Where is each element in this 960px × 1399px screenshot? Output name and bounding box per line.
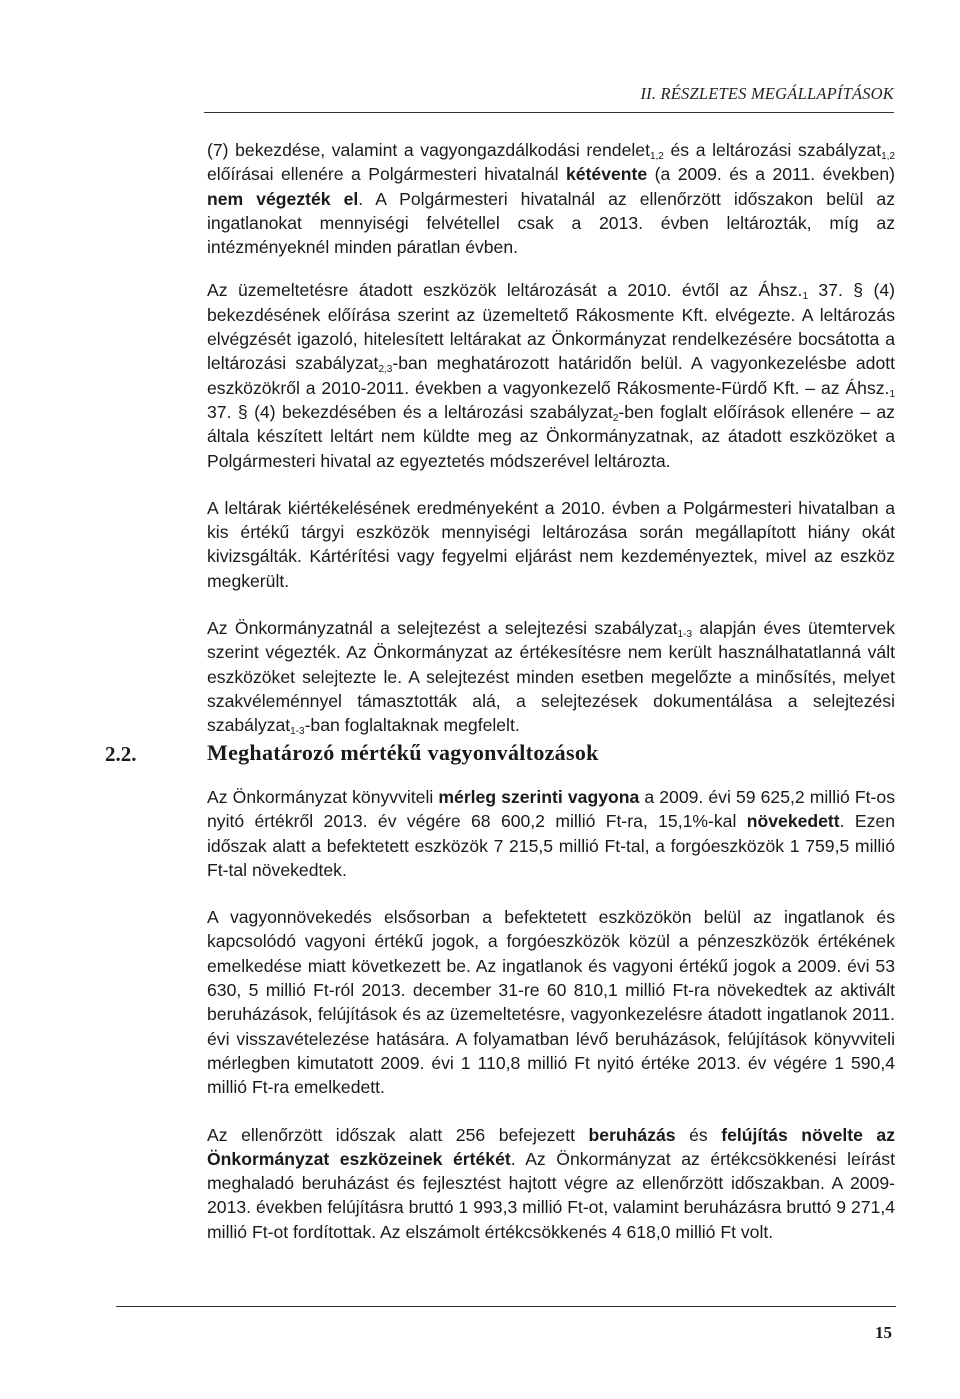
paragraph-scrapping: Az Önkormányzatnál a selejtezést a selejtezési szabályzat$_{1-3}$ alapján éves ütemtervek szerint végezték. Az Önkormányzat az értékesítésre nem került használhatatlanná vált eszközöket selejtezte le. A selejtezést minden esetben megelőzte a minősítés, melyet szakvéleménnyel támasztották alá, a selejtezések dokumentálása a selejtezési szabályzat$_{1-3}$-ban foglaltaknak megfelelt. [207, 618, 896, 738]
paragraph-asset-growth: A vagyonnövekedés elsősorban a befektetett eszközökön belül az ingatlanok és kapcsolódó vagyoni értékű jogok, a forgóeszközök közül a pénzeszközök értékének emelkedése miatt következett be. Az ingatlanok és vagyoni értékű jogok a 2009. évi 53 630, 5 millió Ft-ról 2013. december 31-re 60 810,1 millió Ft-ra növekedtek az aktivált beruházások, felújítások és az üzemeltetésre, vagyonkezelésre átadott ingatlanok 2011. évi visszavételezése hatására. A folyamatban lévő beruházások, felújítások könyvviteli mérlegben kimutatott 2009. évi 1 110,8 millió Ft nyitó értéke 2013. év végére 1 590,4 millió Ft-ra emelkedett. [207, 907, 895, 1098]
body-text-section [207, 785, 895, 1267]
paragraph-investments: Az ellenőrzött időszak alatt 256 befejezett beruházás és felújítás növelte az Önkormányzat eszközeinek értékét. Az Önkormányzat az értékcsökkenési leírást meghaladó beruházást és fejlesztést hajtott végre az ellenőrzött időszakban. A 2009-2013. években felújításra bruttó 1 993,3 millió Ft-ot, valamint beruházásra bruttó 9 271,4 millió Ft-ot fordítottak. Az elszámolt értékcsökkenés 4 618,0 millió Ft volt. [207, 1124, 896, 1242]
page-number: 15 [875, 1323, 892, 1342]
paragraph-inventory-rules: (7) bekezdése, valamint a vagyongazdálkodási rendelet$_{1,2}$ és a leltározási szabályzat$_{1,2}$ előírásai ellenére a Polgármesteri hivatalnál kétévente (a 2009. és a 2011. években) nem végezték el. A Polgármesteri hivatalnál az ellenőrzött időszakon belül az ingatlanokat mennyiségi felvétellel csak a 2013. évben leltározták, míg az intézményeknél minden páratlan évben. [207, 140, 896, 258]
footer-divider [116, 1306, 896, 1307]
paragraph-operated-assets: Az üzemeltetésre átadott eszközök leltározását a 2010. évtől az $Áhsz._1$ 37. § (4) bekezdésének előírása szerint az üzemeltető Rákosmente Kft. elvégezte. A leltározás elvégzését igazoló, hitelesített leltárakat az Önkormányzat rendelkezésére bocsátotta a leltározási szabályzat$_{2,3}$-ban meghatározott határidőn belül. A vagyonkezelésbe adott eszközökről a 2010-2011. években a vagyonkezelő Rákosmente-Fürdő Kft. – az $Áhsz._1$ 37. § (4) bekezdésében és a leltározási szabályzat$_2$-ben foglalt előírások ellenére – az általa készített leltárt nem küldte meg az Önkormányzatnak, az átadott eszközöket a Polgármesteri hivatal az egyeztetés módszerével leltározta. [207, 280, 896, 471]
header-divider [204, 112, 894, 113]
running-header: II. RÉSZLETES MEGÁLLAPÍTÁSOK [640, 84, 894, 103]
body-text-top [207, 138, 895, 761]
section-number: 2.2. [105, 742, 137, 766]
paragraph-inventory-evaluation: A leltárak kiértékelésének eredményeként a 2010. évben a Polgármesteri hivatalban a kis értékű tárgyi eszközök mennyiségi leltározása során megállapított hiány okát kivizsgálták. Kártérítési vagy fegyelmi eljárást nem kezdeményeztek, mivel az eszköz megkerült. [207, 497, 895, 591]
paragraph-balance-sheet-assets: Az Önkormányzat könyvviteli mérleg szerinti vagyona a 2009. évi 59 625,2 millió Ft-os nyitó értékről 2013. év végére 68 600,2 millió Ft-ra, 15,1%-kal növekedett. Ezen időszak alatt a befektetett eszközök 7 215,5 millió Ft-tal, a forgóeszközök 1 759,5 millió Ft-tal növekedtek. [207, 787, 895, 880]
section-title: Meghatározó mértékű vagyonváltozások [207, 740, 599, 765]
